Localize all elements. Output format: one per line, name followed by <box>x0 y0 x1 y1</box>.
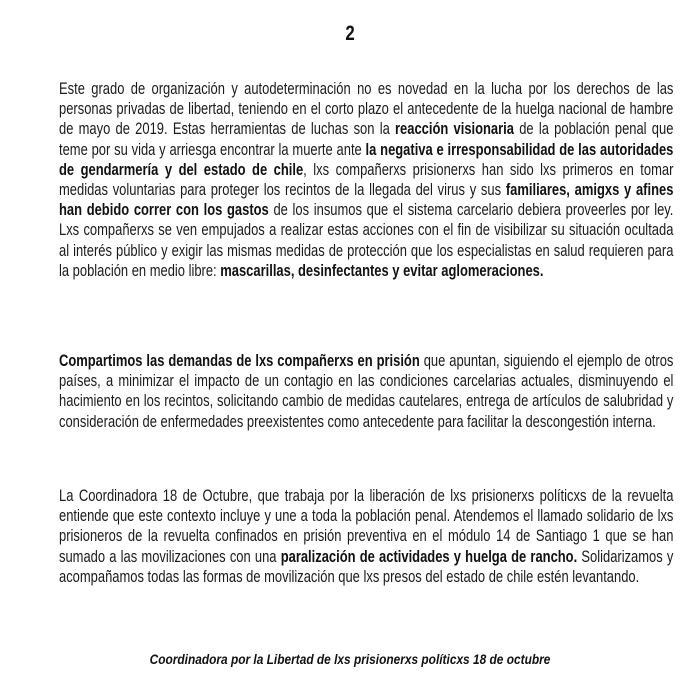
text-segment: Solidarizamos y acompañamos todas las formas de movilización que lxs presos del estado de chile estén levantando. <box>59 547 674 586</box>
bold-segment: reacción visionaria <box>395 120 514 139</box>
paragraph-2 <box>59 351 673 432</box>
bold-segment: la negativa e irresponsabilidad de las autoridades de gendarmería y del estado de chile <box>59 140 674 179</box>
text-segment: , lxs compañerxs prisionerxs han sido lxs primeros en tomar medidas voluntarias para proteger los recintos de la llegada del virus y sus <box>59 160 674 200</box>
text-segment: Este grado de organización y autodeterminación no es novedad en la lucha por los derechos de las personas privadas de libertad, teniendo en el corto plazo el antecedente de la huelga nacional de hambre de mayo de 2019. Estas herramientas de luchas son la <box>59 80 674 139</box>
signature: Coordinadora por la Libertad de lxs prisionerxs políticxs 18 de octubre <box>149 651 551 667</box>
bold-segment: paralización de actividades y huelga de rancho. <box>280 547 578 566</box>
paragraph-1 <box>59 79 673 281</box>
paragraph-3 <box>59 486 673 587</box>
text-segment: de la población penal que teme por su vida y arriesga encontrar la muerte ante <box>59 120 674 159</box>
text-segment: que apuntan, siguiendo el ejemplo de otros países, a minimizar el impacto de un contagio en las condiciones carcelarias actuales, disminuyendo el hacimiento en los recintos, solicitando cambio de medidas cautelares, entrega de artículos de salubridad y consideración de enfermedades preexistentes como antecedente para facilitar la descongestión interna. <box>59 352 674 431</box>
bold-segment: familiares, amigxs y afines han debido correr con los gastos <box>59 181 674 220</box>
text-segment: La Coordinadora 18 de Octubre, que trabaja por la liberación de lxs prisionerxs políticxs de la revuelta entiende que este contexto incluye y une a toda la población penal. Atendemos el llamado solidario de lxs prisioneros de la revuelta confinados en prisión preventiva en el módulo 14 de Santiago 1 que se han sumado a las movilizaciones con una <box>59 487 674 566</box>
text-segment: de los insumos que el sistema carcelario debiera proveerles por ley. Lxs compañerxs se ven empujados a realizar estas acciones con el fin de visibilizar su situación ocultada al interés público y exigir las mismas medidas de protección que los especialistas en salud requieren para la población en medio libre: <box>59 201 674 280</box>
bold-segment: mascarillas, desinfectantes y evitar aglomeraciones. <box>220 261 544 280</box>
bold-segment: Compartimos las demandas de lxs compañerxs en prisión <box>59 352 420 370</box>
page-number: 2 <box>345 22 355 45</box>
